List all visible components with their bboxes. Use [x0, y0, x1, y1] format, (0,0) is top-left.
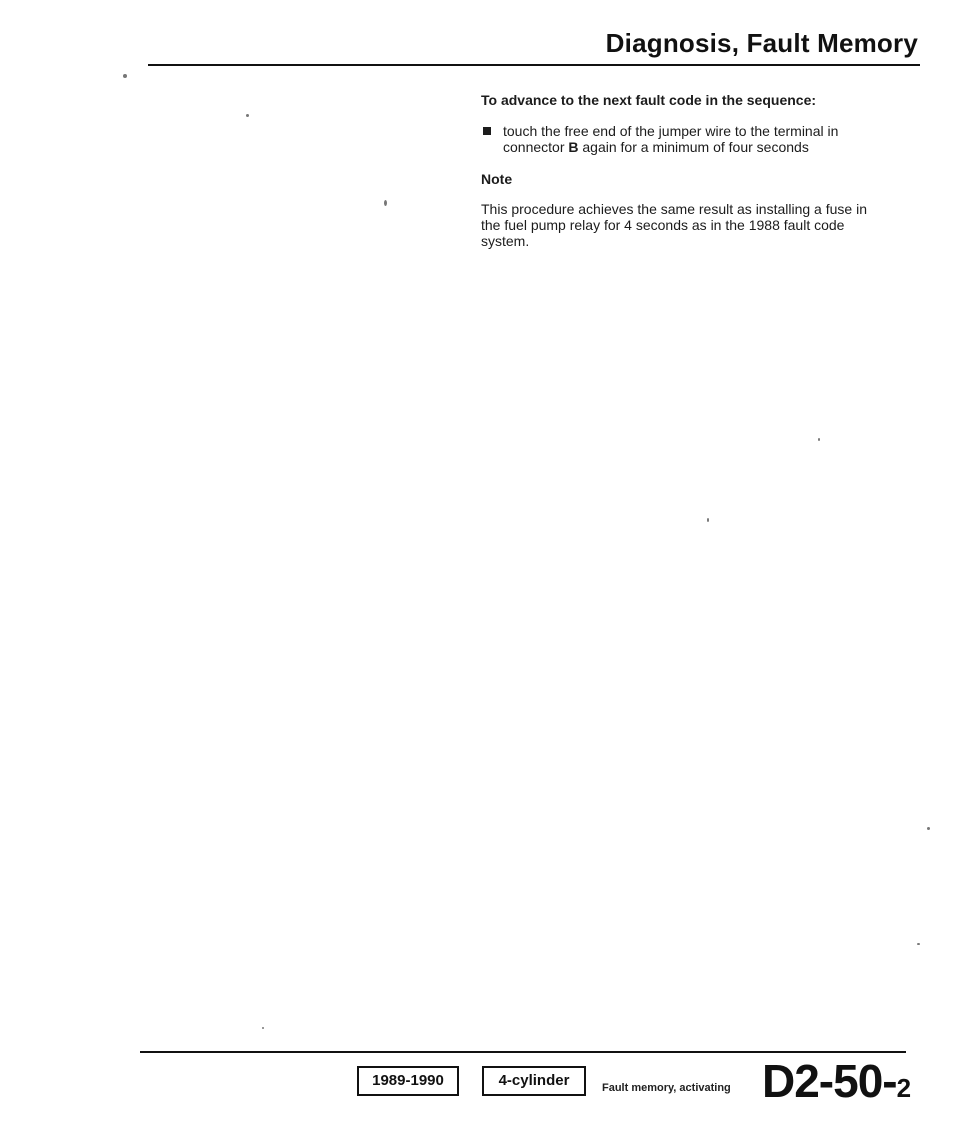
scan-speck: [707, 518, 709, 522]
instruction-bullet: [481, 123, 881, 155]
scan-speck: [384, 200, 387, 206]
page-number: [762, 1054, 911, 1108]
bullet-text-after: again for a minimum of four seconds: [578, 139, 809, 155]
scan-speck: [917, 943, 920, 945]
footer-caption: Fault memory, activating: [602, 1082, 731, 1094]
scan-speck: [123, 74, 127, 78]
scan-speck: [246, 114, 249, 117]
years-badge: 1989-1990: [357, 1066, 459, 1096]
header-rule: [148, 64, 920, 66]
content-column: [481, 92, 881, 249]
engine-badge: 4-cylinder: [482, 1066, 586, 1096]
note-text: This procedure achieves the same result as installing a fuse in the fuel pump relay for 4 seconds as in the 1988 fault code system.: [481, 201, 867, 249]
scan-speck: [262, 1027, 264, 1029]
page-title: Diagnosis, Fault Memory: [605, 28, 918, 58]
bullet-text-before: touch the free end of the jumper wire to the terminal in connector: [503, 123, 839, 155]
section-heading: To advance to the next fault code in the sequence:: [481, 92, 817, 108]
footer-rule: [140, 1051, 906, 1053]
note-label: Note: [481, 171, 513, 187]
scan-speck: [927, 827, 930, 830]
square-bullet-icon: [483, 127, 491, 135]
connector-label: B: [568, 139, 579, 155]
scan-speck: [818, 438, 820, 441]
page-number-sub: 2: [896, 1073, 912, 1103]
page-number-main: D2-50-: [762, 1055, 897, 1107]
